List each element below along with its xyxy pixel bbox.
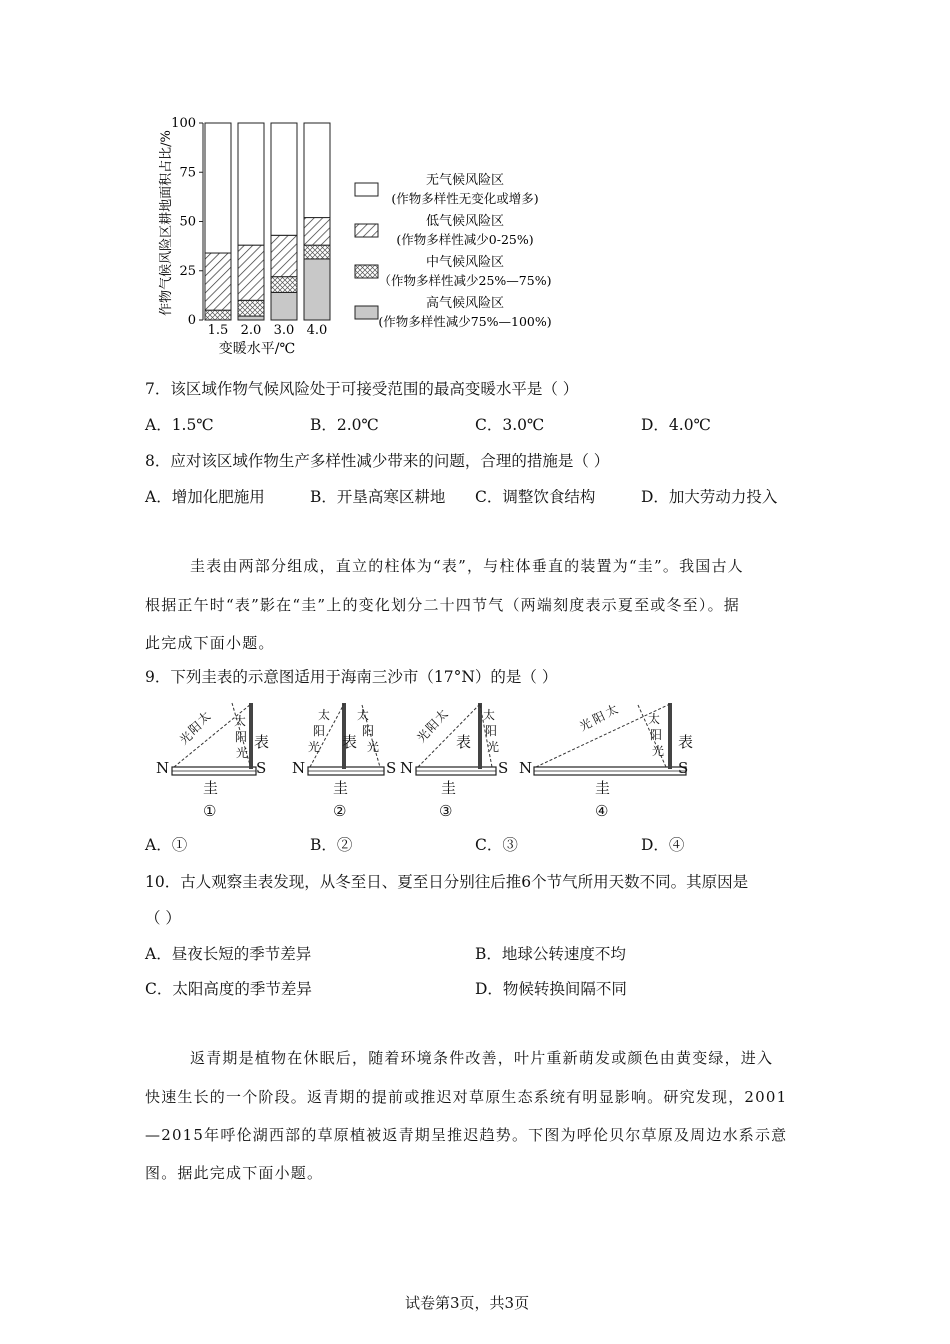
- sunlight-char: 阳: [235, 730, 248, 744]
- gnomon-diagram-1: [156, 703, 269, 820]
- bar-segment-4-1.5: [205, 123, 231, 253]
- bar-segment-4-2.0: [238, 123, 264, 245]
- biao-label: 表: [678, 733, 694, 751]
- q7-option-a[interactable]: A．1.5℃: [145, 416, 214, 434]
- y-tick-label: 0: [187, 313, 196, 328]
- gui-label: 圭: [595, 779, 611, 797]
- question-8-stem: 8．应对该区域作物生产多样性减少带来的问题，合理的措施是（ ）: [145, 452, 610, 470]
- bar-segment-2-1.5: [205, 310, 231, 320]
- sunlight-char: 阳: [590, 708, 608, 727]
- q8-option-b[interactable]: B．开垦高寒区耕地: [310, 488, 446, 506]
- q9-option-c[interactable]: C．③: [475, 836, 518, 854]
- legend-swatch: [355, 224, 378, 237]
- s-label: S: [256, 759, 267, 777]
- sunlight-char: 光: [652, 744, 665, 758]
- q10-option-b[interactable]: B．地球公转速度不均: [475, 945, 626, 963]
- diagram-number-3: ③: [439, 802, 453, 820]
- sunlight-char: 光: [176, 728, 196, 748]
- q9-option-b[interactable]: B．②: [310, 836, 353, 854]
- sunlight-char: 阳: [185, 718, 205, 738]
- biao-label: 表: [456, 733, 472, 751]
- bar-segment-3-1.5: [205, 253, 231, 310]
- bar-segment-3-3.0: [271, 235, 297, 276]
- q7-option-c[interactable]: C．3.0℃: [475, 416, 545, 434]
- sunlight-char: 阳: [313, 724, 326, 738]
- s-label: S: [386, 759, 397, 777]
- q10-option-d[interactable]: D．物候转换间隔不同: [475, 980, 627, 998]
- legend-swatch: [355, 183, 378, 196]
- question-7-stem: 7．该区域作物气候风险处于可接受范围的最高变暖水平是（ ）: [145, 380, 579, 398]
- bar-segment-3-4.0: [304, 218, 330, 246]
- bar-segment-1-2.0: [238, 316, 264, 320]
- sunlight-char: 光: [367, 740, 380, 754]
- sunlight-char: 太: [318, 708, 331, 722]
- n-label: N: [292, 759, 306, 777]
- legend-sublabel: (作物多样性无变化或增多): [391, 191, 539, 206]
- question-10-stem: 10．古人观察圭表发现，从冬至日、夏至日分别往后推6个节气所用天数不同。其原因是: [145, 873, 749, 891]
- y-tick-label: 50: [179, 214, 196, 230]
- page-footer: 试卷第3页，共3页: [405, 1294, 530, 1312]
- passage-1-line-2: 根据正午时“表”影在“圭”上的变化划分二十四节气（两端刻度表示夏至或冬至）。据: [145, 596, 740, 614]
- sunlight-char: 光: [236, 746, 249, 760]
- legend-label: 高气候风险区: [425, 296, 505, 311]
- biao-label: 表: [342, 733, 358, 751]
- question-10-stem-cont: （ ）: [145, 909, 181, 927]
- x-tick-label: 1.5: [207, 323, 229, 338]
- sunlight-char: 光: [487, 740, 500, 754]
- n-label: N: [400, 759, 414, 777]
- gui-label: 圭: [333, 779, 349, 797]
- legend-swatch: [355, 306, 378, 319]
- bar-segment-1-3.0: [271, 292, 297, 320]
- gnomon-diagram-4: [519, 701, 693, 820]
- y-tick-label: 75: [179, 165, 196, 181]
- n-label: N: [156, 759, 170, 777]
- sunlight-char: 太: [648, 712, 661, 726]
- legend-sublabel: （作物多样性减少25%—75%): [378, 273, 552, 288]
- sunlight-char: 太: [432, 706, 451, 726]
- s-label: S: [498, 759, 509, 777]
- sunlight-char: 光: [414, 726, 433, 746]
- gnomon-diagram-2: [292, 703, 396, 820]
- gui-label: 圭: [441, 779, 457, 797]
- legend-label: 中气候风险区: [425, 255, 505, 270]
- bar-segment-2-3.0: [271, 277, 297, 293]
- sunlight-char: 阳: [362, 724, 375, 738]
- passage-1-line-3: 此完成下面小题。: [145, 634, 275, 652]
- sunlight-char: 光: [308, 740, 321, 754]
- sunlight-char: 太: [194, 708, 214, 728]
- gnomon-diagram-3: [400, 703, 508, 820]
- sunlight-char: 太: [603, 701, 621, 720]
- y-tick-label: 25: [179, 263, 196, 279]
- q10-option-a[interactable]: A．昼夜长短的季节差异: [145, 945, 312, 963]
- q10-option-c[interactable]: C．太阳高度的季节差异: [145, 980, 312, 998]
- x-tick-label: 2.0: [240, 323, 262, 338]
- bar-segment-2-4.0: [304, 245, 330, 259]
- q8-option-a[interactable]: A．增加化肥施用: [145, 488, 265, 506]
- x-axis-label: 变暖水平/℃: [218, 341, 296, 357]
- s-label: S: [678, 759, 689, 777]
- q9-option-d[interactable]: D．④: [641, 836, 685, 854]
- bar-segment-4-3.0: [271, 123, 297, 235]
- x-tick-label: 4.0: [306, 323, 328, 338]
- x-tick-label: 3.0: [273, 323, 295, 338]
- y-tick-label: 100: [171, 116, 196, 131]
- gui-label: 圭: [203, 779, 219, 797]
- question-9-stem: 9．下列圭表的示意图适用于海南三沙市（17°N）的是（ ）: [145, 668, 558, 686]
- diagram-number-1: ①: [203, 802, 217, 820]
- passage-2-line-3: —2015年呼伦湖西部的草原植被返青期呈推迟趋势。下图为呼伦贝尔草原及周边水系示意: [145, 1126, 788, 1144]
- biao-label: 表: [254, 733, 270, 751]
- bar-segment-1-4.0: [304, 259, 330, 320]
- legend-label: 无气候风险区: [425, 173, 505, 188]
- sunlight-char: 光: [577, 715, 595, 734]
- gnomon-diagrams: [150, 695, 710, 825]
- legend-sublabel: (作物多样性减少75%—100%): [378, 314, 552, 329]
- bar-segment-2-2.0: [238, 300, 264, 316]
- passage-1-line-1: 圭表由两部分组成，直立的柱体为“表”，与柱体垂直的装置为“圭”。我国古人: [190, 557, 744, 575]
- n-label: N: [519, 759, 533, 777]
- legend-sublabel: (作物多样性减少0-25%): [396, 232, 534, 247]
- sunlight-char: 太: [483, 708, 496, 722]
- stacked-bar-chart: [150, 110, 600, 360]
- sunlight-char: 阳: [423, 716, 442, 736]
- sunlight-char: 太: [357, 708, 370, 722]
- passage-2-line-1: 返青期是植物在休眠后，随着环境条件改善，叶片重新萌发或颜色由黄变绿，进入: [190, 1049, 774, 1067]
- q7-option-d[interactable]: D．4.0℃: [641, 416, 711, 434]
- sunlight-char: 阳: [650, 728, 663, 742]
- q7-option-b[interactable]: B．2.0℃: [310, 416, 379, 434]
- diagram-number-4: ④: [595, 802, 609, 820]
- passage-2-line-2: 快速生长的一个阶段。返青期的提前或推迟对草原生态系统有明显影响。研究发现，2001: [145, 1088, 788, 1106]
- q8-option-d[interactable]: D．加大劳动力投入: [641, 488, 778, 506]
- y-axis-label: 作物气候风险区耕地面积占比/%: [159, 130, 174, 316]
- legend-label: 低气候风险区: [425, 214, 505, 229]
- passage-2-line-4: 图。据此完成下面小题。: [145, 1164, 324, 1182]
- q9-option-a[interactable]: A．①: [145, 836, 188, 854]
- legend-swatch: [355, 265, 378, 278]
- sunlight-char: 阳: [485, 724, 498, 738]
- bar-segment-3-2.0: [238, 245, 264, 300]
- sunlight-char: 太: [234, 714, 247, 728]
- bar-segment-4-4.0: [304, 123, 330, 218]
- diagram-number-2: ②: [333, 802, 347, 820]
- q8-option-c[interactable]: C．调整饮食结构: [475, 488, 596, 506]
